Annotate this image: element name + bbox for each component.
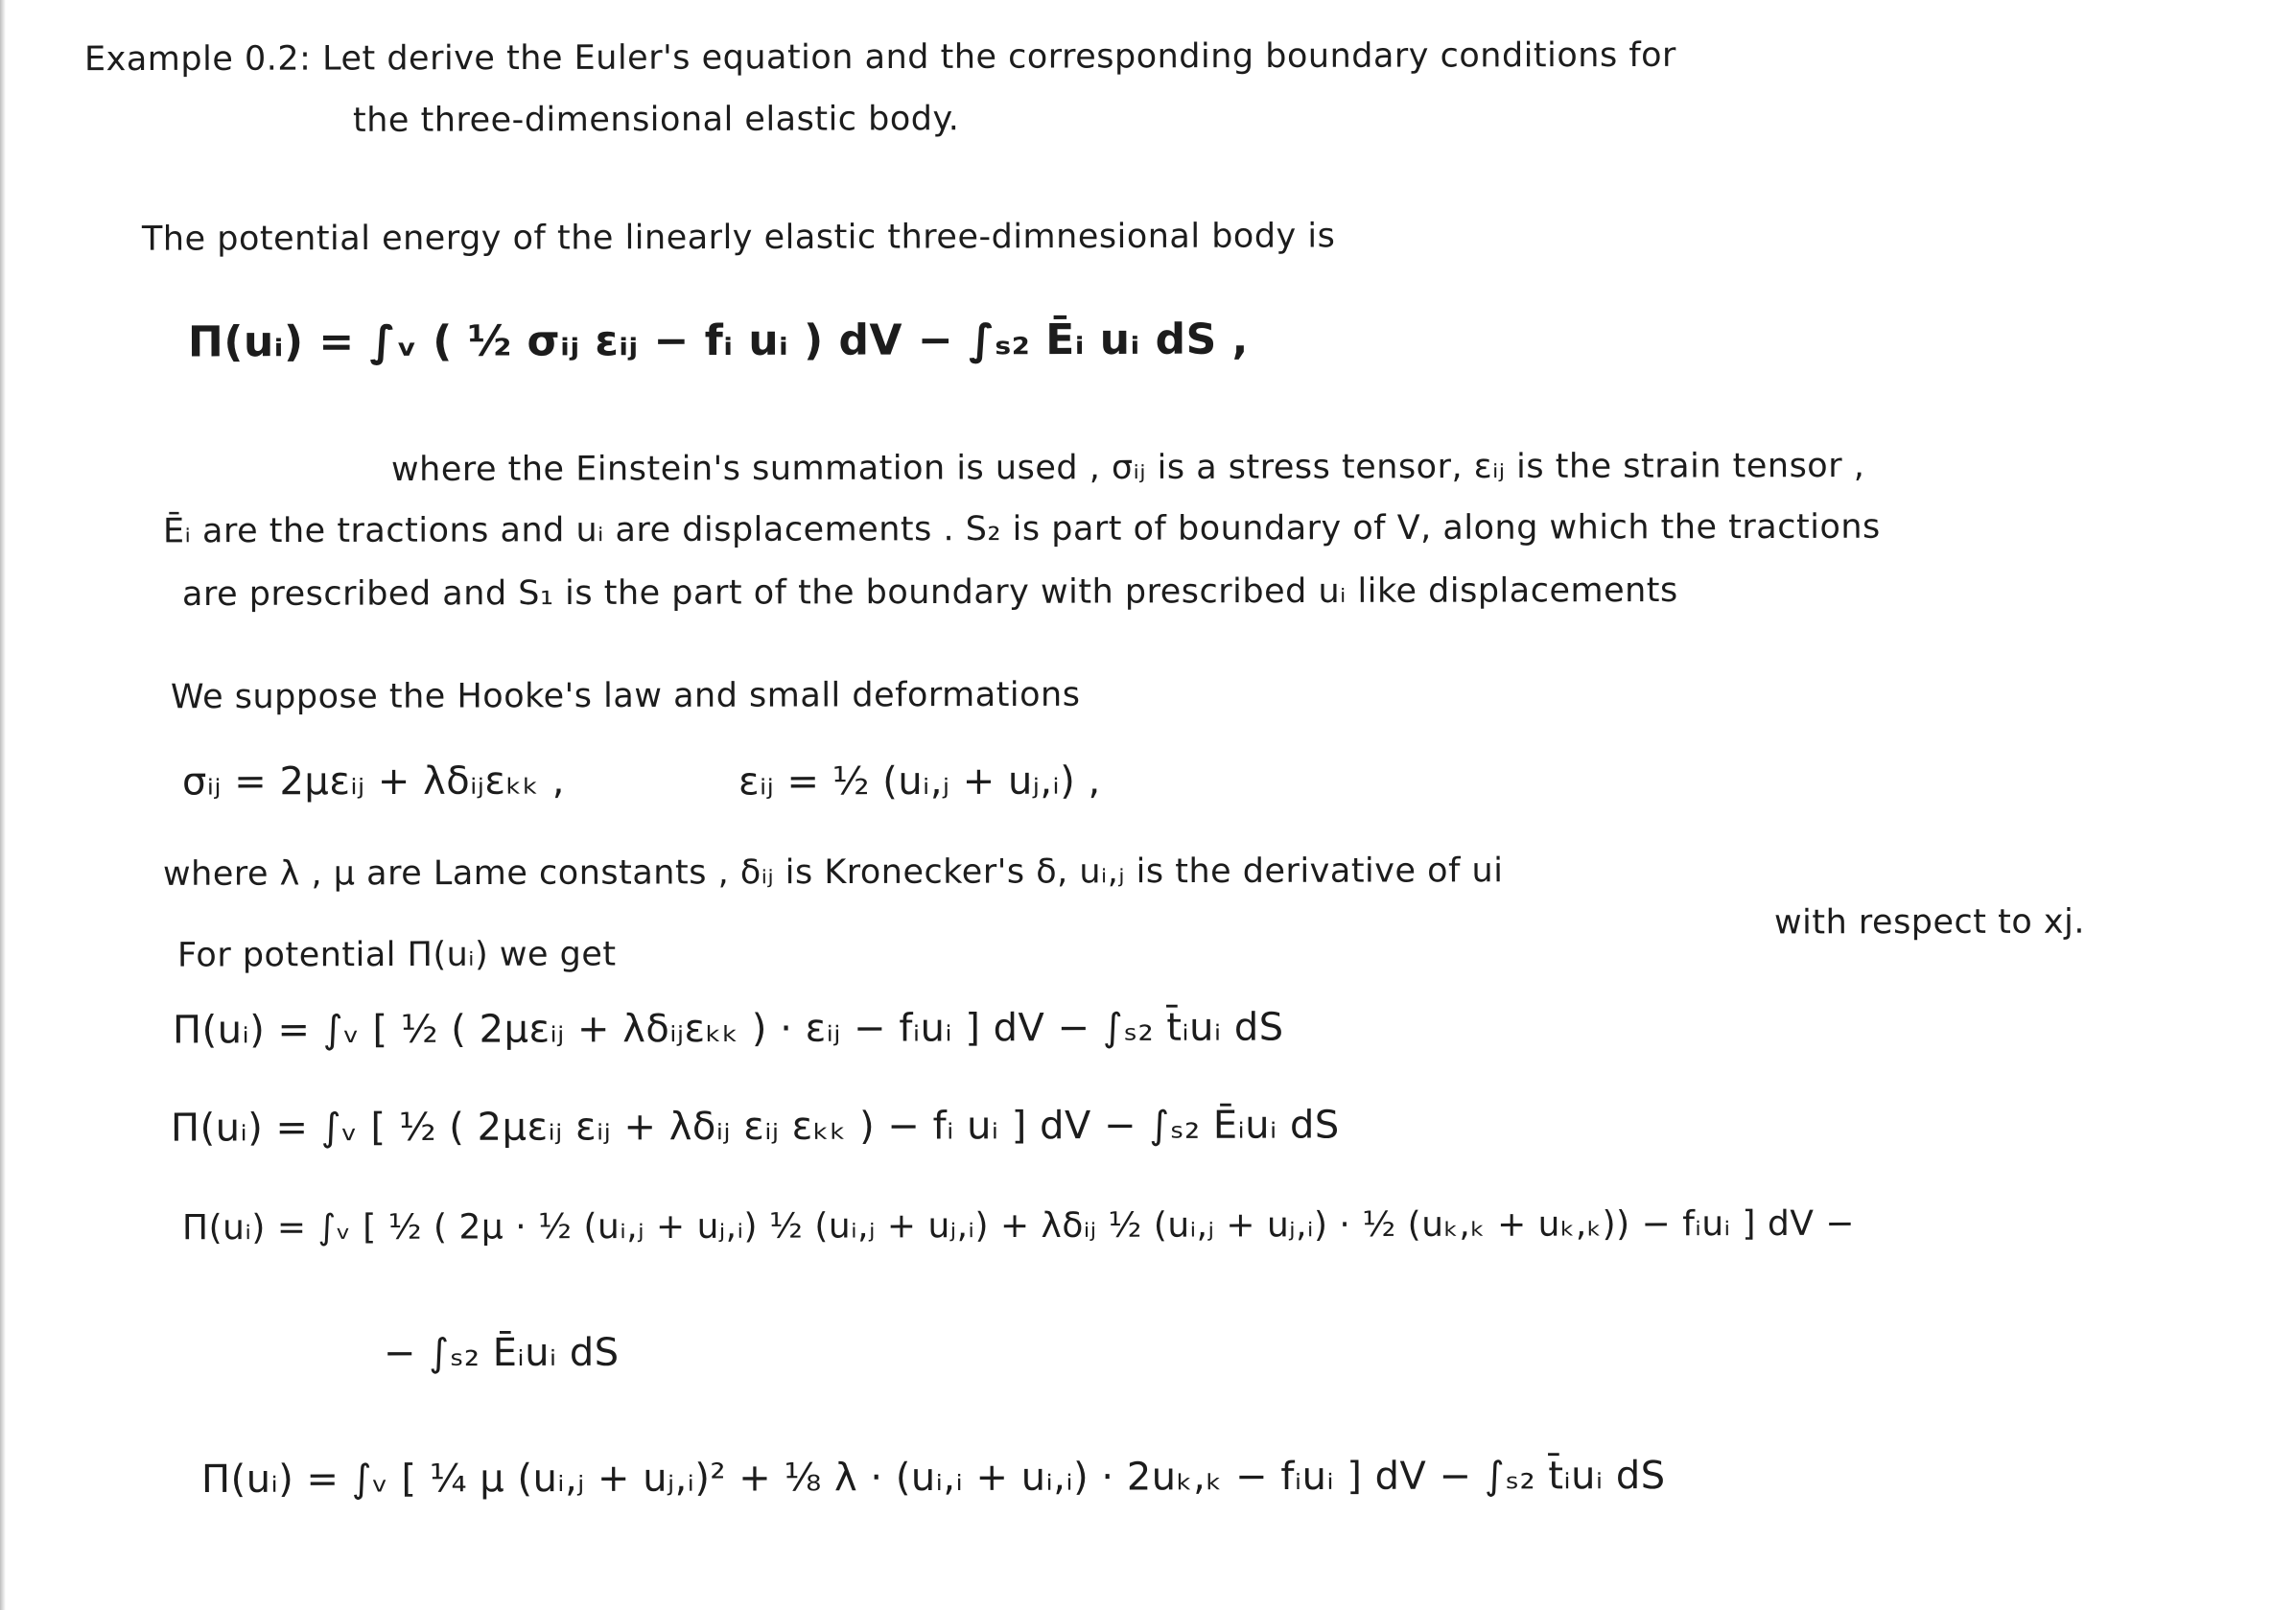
equation-strain-definition: εᵢⱼ = ½ (uᵢ,ⱼ + uⱼ,ᵢ) , [738, 758, 1101, 805]
equation-derivation-step-3: Π(uᵢ) = ∫ᵥ [ ½ ( 2μ · ½ (uᵢ,ⱼ + uⱼ,ᵢ) ½ (uᵢ,ⱼ + uⱼ,ᵢ) + λδᵢⱼ ½ (uᵢ,ⱼ + uⱼ,ᵢ) · ½ (uₖ,ₖ + uₖ,ₖ)) − fᵢuᵢ ] dV − [181, 1203, 1856, 1248]
equation-derivation-step-2: Π(uᵢ) = ∫ᵥ [ ½ ( 2μεᵢⱼ εᵢⱼ + λδᵢⱼ εᵢⱼ εₖₖ ) − fᵢ uᵢ ] dV − ∫ₛ₂ Ēᵢuᵢ dS [170, 1103, 1340, 1151]
where-line-2: Ēᵢ are the tractions and uᵢ are displacements . S₂ is part of boundary of V, along which the tractions [162, 507, 1881, 551]
equation-derivation-step-1: Π(uᵢ) = ∫ᵥ [ ½ ( 2μεᵢⱼ + λδᵢⱼεₖₖ ) · εᵢⱼ − fᵢuᵢ ] dV − ∫ₛ₂ t̄ᵢuᵢ dS [172, 1005, 1284, 1053]
hooke-intro-line: We suppose the Hooke's law and small deformations [170, 675, 1081, 717]
title-line-2: the three-dimensional elastic body. [352, 100, 960, 140]
equation-derivation-step-3-continuation: − ∫ₛ₂ Ēᵢuᵢ dS [383, 1330, 620, 1376]
where-line-3: are prescribed and S₁ is the part of the boundary with prescribed uᵢ like displacements [181, 571, 1678, 615]
lame-constants-line-cont: with respect to xj. [1773, 902, 2085, 943]
equation-final-result: Π(uᵢ) = ∫ᵥ [ ¼ μ (uᵢ,ⱼ + uⱼ,ᵢ)² + ⅛ λ · (uᵢ,ᵢ + uᵢ,ᵢ) · 2uₖ,ₖ − fᵢuᵢ ] dV − ∫ₛ₂ t̄ᵢuᵢ dS [200, 1454, 1666, 1502]
where-line-1: where the Einstein's summation is used , σᵢⱼ is a stress tensor, εᵢⱼ is the strain tensor , [390, 446, 1865, 490]
title-line-1: Example 0.2: Let derive the Euler's equation and the corresponding boundary conditions for [83, 35, 1676, 80]
lame-constants-line: where λ , μ are Lame constants , δᵢⱼ is Kronecker's δ, uᵢ,ⱼ is the derivative of ui [162, 852, 1504, 894]
intro-line: The potential energy of the linearly elastic three-dimnesional body is [141, 217, 1336, 259]
for-potential-line: For potential Π(uᵢ) we get [176, 935, 617, 975]
scan-edge-artifact [0, 0, 6, 1610]
equation-hooke-law: σᵢⱼ = 2μεᵢⱼ + λδᵢⱼεₖₖ , [181, 758, 566, 805]
equation-potential-energy: Π(uᵢ) = ∫ᵥ ( ½ σᵢⱼ εᵢⱼ − fᵢ uᵢ ) dV − ∫ₛ₂ Ēᵢ uᵢ dS , [187, 315, 1249, 367]
